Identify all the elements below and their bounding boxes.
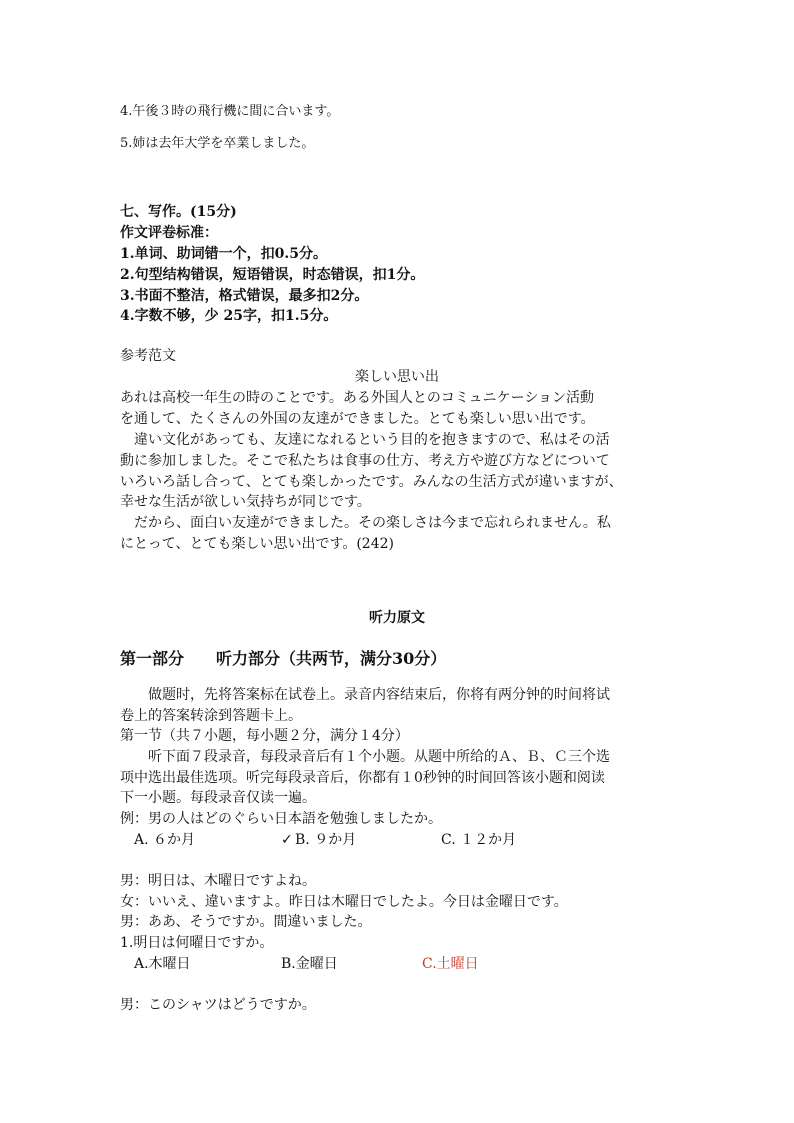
example-option-b: B. ９か月 (295, 832, 357, 848)
example-option-a: A. ６か月 (134, 832, 196, 848)
dialogue-line: 男：ああ、そうですか。間違いました。 (120, 914, 372, 930)
dialogue2-line: 男：このシャツはどうですか。 (120, 997, 316, 1013)
instruction-line: 下一小题。每段录音仅读一遍。 (120, 790, 316, 806)
essay-line: 違い文化があっても、友達になれるという目的を抱きますので、私はその活 (120, 432, 610, 448)
example-question: 例：男の人はどのぐらい日本語を勉強しましたか。 (120, 811, 442, 827)
q1-option-a: A.木曜日 (134, 956, 191, 972)
intro-line: 卷上的答案转涂到答题卡上。 (120, 708, 302, 724)
criteria-title: 作文评卷标准： (120, 225, 218, 241)
essay-line: にとって、とても楽しい思い出です。(242) (120, 536, 394, 552)
translation-item-5: 5.姉は去年大学を卒業しました。 (120, 136, 315, 151)
example-option-c: C. １２か月 (441, 832, 517, 848)
sample-label: 参考范文 (120, 348, 176, 364)
dialogue-line: 男：明日は、木曜日ですよね。 (120, 873, 316, 889)
criteria-item: 1.单词、助词错一个，扣0.5分。 (120, 246, 327, 262)
essay-line: いろいろ話し合って、とても楽しかったです。みんなの生活方式が違いますが、 (120, 474, 623, 490)
part-heading: 第一部分 听力部分（共两节，满分30分） (120, 649, 447, 668)
instruction-line: 听下面７段录音，每段录音后有１个小题。从题中所给的Ａ、Ｂ、Ｃ三个选 (148, 749, 610, 765)
question-1: 1.明日は何曜日ですか。 (120, 935, 274, 951)
writing-heading: 七、写作。(15分) (120, 204, 237, 220)
check-icon: ✓ (281, 832, 293, 848)
essay-line: 幸せな生活が欲しい気持ちが同じです。 (120, 494, 371, 510)
intro-line: 做题时，先将答案标在试卷上。录音内容结束后，你将有两分钟的时间将试 (148, 687, 610, 703)
essay-line: 動に参加しました。そこで私たちは食事の仕方、考え方や遊び方などについて (120, 453, 610, 469)
essay-line: あれは高校一年生の時のことです。ある外国人とのコミュニケーション活動 (120, 390, 595, 406)
criteria-item: 4.字数不够，少 25字，扣1.5分。 (120, 308, 338, 324)
q1-option-b: B.金曜日 (281, 956, 338, 972)
essay-line: だから、面白い友達ができました。その楽しさは今まで忘れられません。私 (120, 515, 611, 531)
section-heading: 第一节（共７小题，每小题２分，满分１4分） (120, 728, 409, 744)
dialogue-line: 女：いいえ、違いますよ。昨日は木曜日でしたよ。今日は金曜日です。 (120, 894, 568, 910)
essay-title: 楽しい思い出 (355, 369, 439, 385)
essay-line: を通して、たくさんの外国の友達ができました。とても楽しい思い出です。 (120, 411, 595, 427)
q1-option-c-answer: C.土曜日 (422, 956, 479, 972)
criteria-item: 2.句型结构错误，短语错误，时态错误，扣1分。 (120, 267, 425, 283)
instruction-line: 项中选出最佳选项。听完每段录音后，你都有１0秒钟的时间回答该小题和阅读 (120, 770, 605, 786)
criteria-item: 3.书面不整洁，格式错误，最多扣2分。 (120, 288, 369, 304)
translation-item-4: 4.午後３時の飛行機に間に合います。 (120, 104, 340, 119)
listening-title: 听力原文 (369, 610, 425, 626)
